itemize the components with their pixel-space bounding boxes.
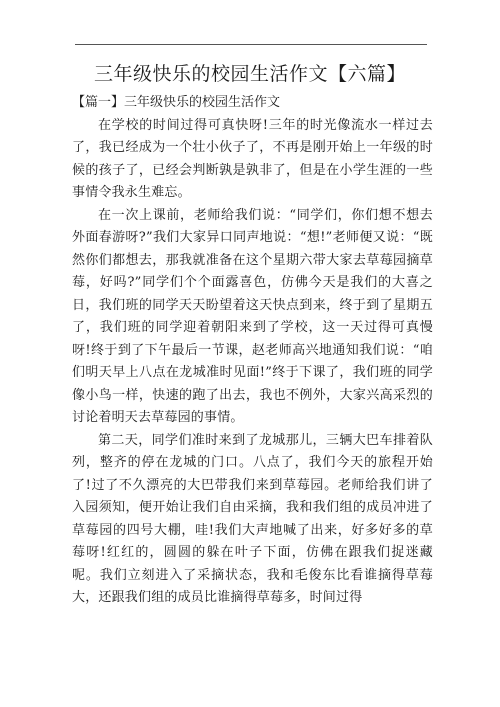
article-body (72, 92, 433, 610)
paragraph-2: 在一次上课前，老师给我们说：“同学们，你们想不想去外面春游呀?”我们大家异口同声地说：“想!”老师便又说：“既然你们都想去，那我就准备在这个星期六带大家去草莓园摘草莓，好吗?”同学们个个面露喜色，仿佛今天是我们的大喜之日，我们班的同学天天盼望着这天快点到来，终于到了星期五了，我们班的同学迎着朝阳来到了学校，这一天过得可真慢呀!终于到了下午最后一节课，赵老师高兴地通知我们说：“咱们明天早上八点在龙城准时见面!”终于下课了，我们班的同学像小鸟一样，快速的跑了出去，我也不例外，大家兴高采烈的讨论着明天去草莓园的事情。 (72, 207, 433, 425)
paragraph-3: 第二天，同学们准时来到了龙城那儿，三辆大巴车排着队列，整齐的停在龙城的门口。八点了，我们今天的旅程开始了!过了不久漂亮的大巴带我们来到草莓园。老师给我们讲了入园须知，便开始让我们自由采摘，我和我们组的成员冲进了草莓园的四号大棚，哇!我们大声地喊了出来，好多好多的草莓呀!红红的，圆圆的躲在叶子下面，仿佛在跟我们捉迷藏呢。我们立刻进入了采摘状态，我和毛俊东比看谁摘得草莓大，还跟我们组的成员比谁摘得草莓多，时间过得 (72, 432, 433, 605)
page-title: 三年级快乐的校园生活作文【六篇】 (93, 63, 406, 85)
paragraph-1: 在学校的时间过得可真快呀!三年的时光像流水一样过去了，我已经成为一个壮小伙子了，不再是刚开始上一年级的时候的孩子了，已经会判断孰是孰非了，但是在小学生涯的一些事情令我永生难忘。 (72, 117, 433, 200)
section-heading: 【篇一】三年级快乐的校园生活作文 (72, 95, 281, 110)
top-divider (75, 44, 427, 45)
